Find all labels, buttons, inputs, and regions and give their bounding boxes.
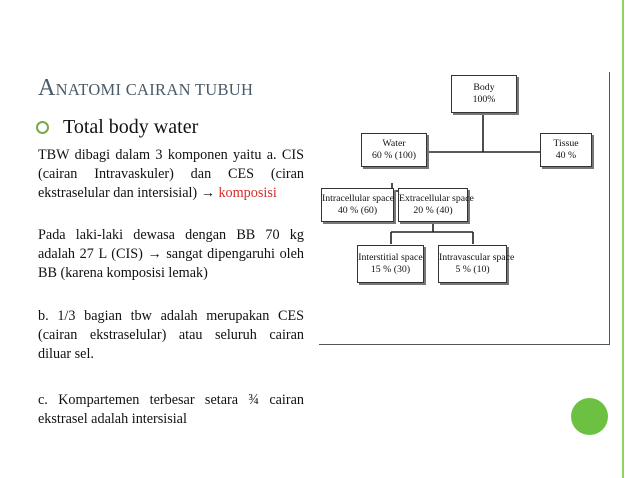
highlight-komposisi: komposisi [218, 185, 277, 201]
node-body-value: 100% [472, 94, 496, 105]
node-intracellular-value: 40 % (60) [337, 205, 378, 216]
circle-bullet-icon [36, 121, 49, 134]
node-intracellular [321, 188, 394, 222]
paragraph-tbw-text: TBW dibagi dalam 3 komponen yaitu a. CIS (cairan Intravaskuler) dan CES (ciran ekstraselular dan intersisial) [38, 147, 304, 201]
bullet-total-body-water [36, 116, 198, 139]
paragraph-tbw-components [38, 146, 304, 203]
paragraph-adult-male [38, 226, 304, 283]
node-water-value: 60 % (100) [371, 150, 417, 161]
paragraph-adult-male-text: Pada laki-laki dewasa dengan BB 70 kg adalah 27 L (CIS) [38, 227, 304, 262]
arrow-right-icon: → [147, 246, 162, 262]
node-interstitial [357, 245, 424, 283]
node-intravascular-label: Intravascular space [439, 252, 515, 263]
slide-title [38, 66, 253, 103]
node-intravascular [438, 245, 515, 283]
paragraph-interstitial: c. Kompartemen terbesar setara ¾ cairan ekstrasel adalah intersisial [38, 392, 304, 427]
node-extracellular [398, 188, 474, 222]
node-intravascular-value: 5 % (10) [455, 264, 490, 275]
arrow-right-icon: → [200, 185, 215, 201]
node-tissue [540, 133, 592, 167]
node-extracellular-value: 20 % (40) [413, 205, 453, 216]
bullet-heading: Total body water [63, 116, 199, 138]
paragraph-ces: b. 1/3 bagian tbw adalah merupakan CES (cairan ekstraselular) atau seluruh cairan diluar sel. [38, 308, 304, 362]
decorative-vertical-line [622, 0, 624, 478]
slide-title-rest: NATOMI CAIRAN TUBUH [55, 80, 254, 99]
node-extracellular-label: Extracellular space [399, 193, 474, 204]
node-interstitial-label: Interstitial space [358, 252, 423, 263]
node-body [451, 75, 517, 113]
decorative-green-circle [571, 398, 608, 435]
slide-title-initial: A [38, 75, 56, 101]
node-water [361, 133, 427, 167]
node-body-label: Body [473, 82, 495, 93]
node-interstitial-value: 15 % (30) [370, 264, 411, 275]
node-intracellular-label: Intracellular space [322, 193, 395, 204]
node-tissue-value: 40 % [555, 150, 577, 161]
paragraph-adult-male-text-after: sangat dipengaruhi oleh BB (karena komposisi lemak) [38, 246, 305, 281]
node-tissue-label: Tissue [553, 138, 579, 149]
body-water-diagram [319, 72, 610, 345]
node-water-label: Water [382, 138, 406, 149]
